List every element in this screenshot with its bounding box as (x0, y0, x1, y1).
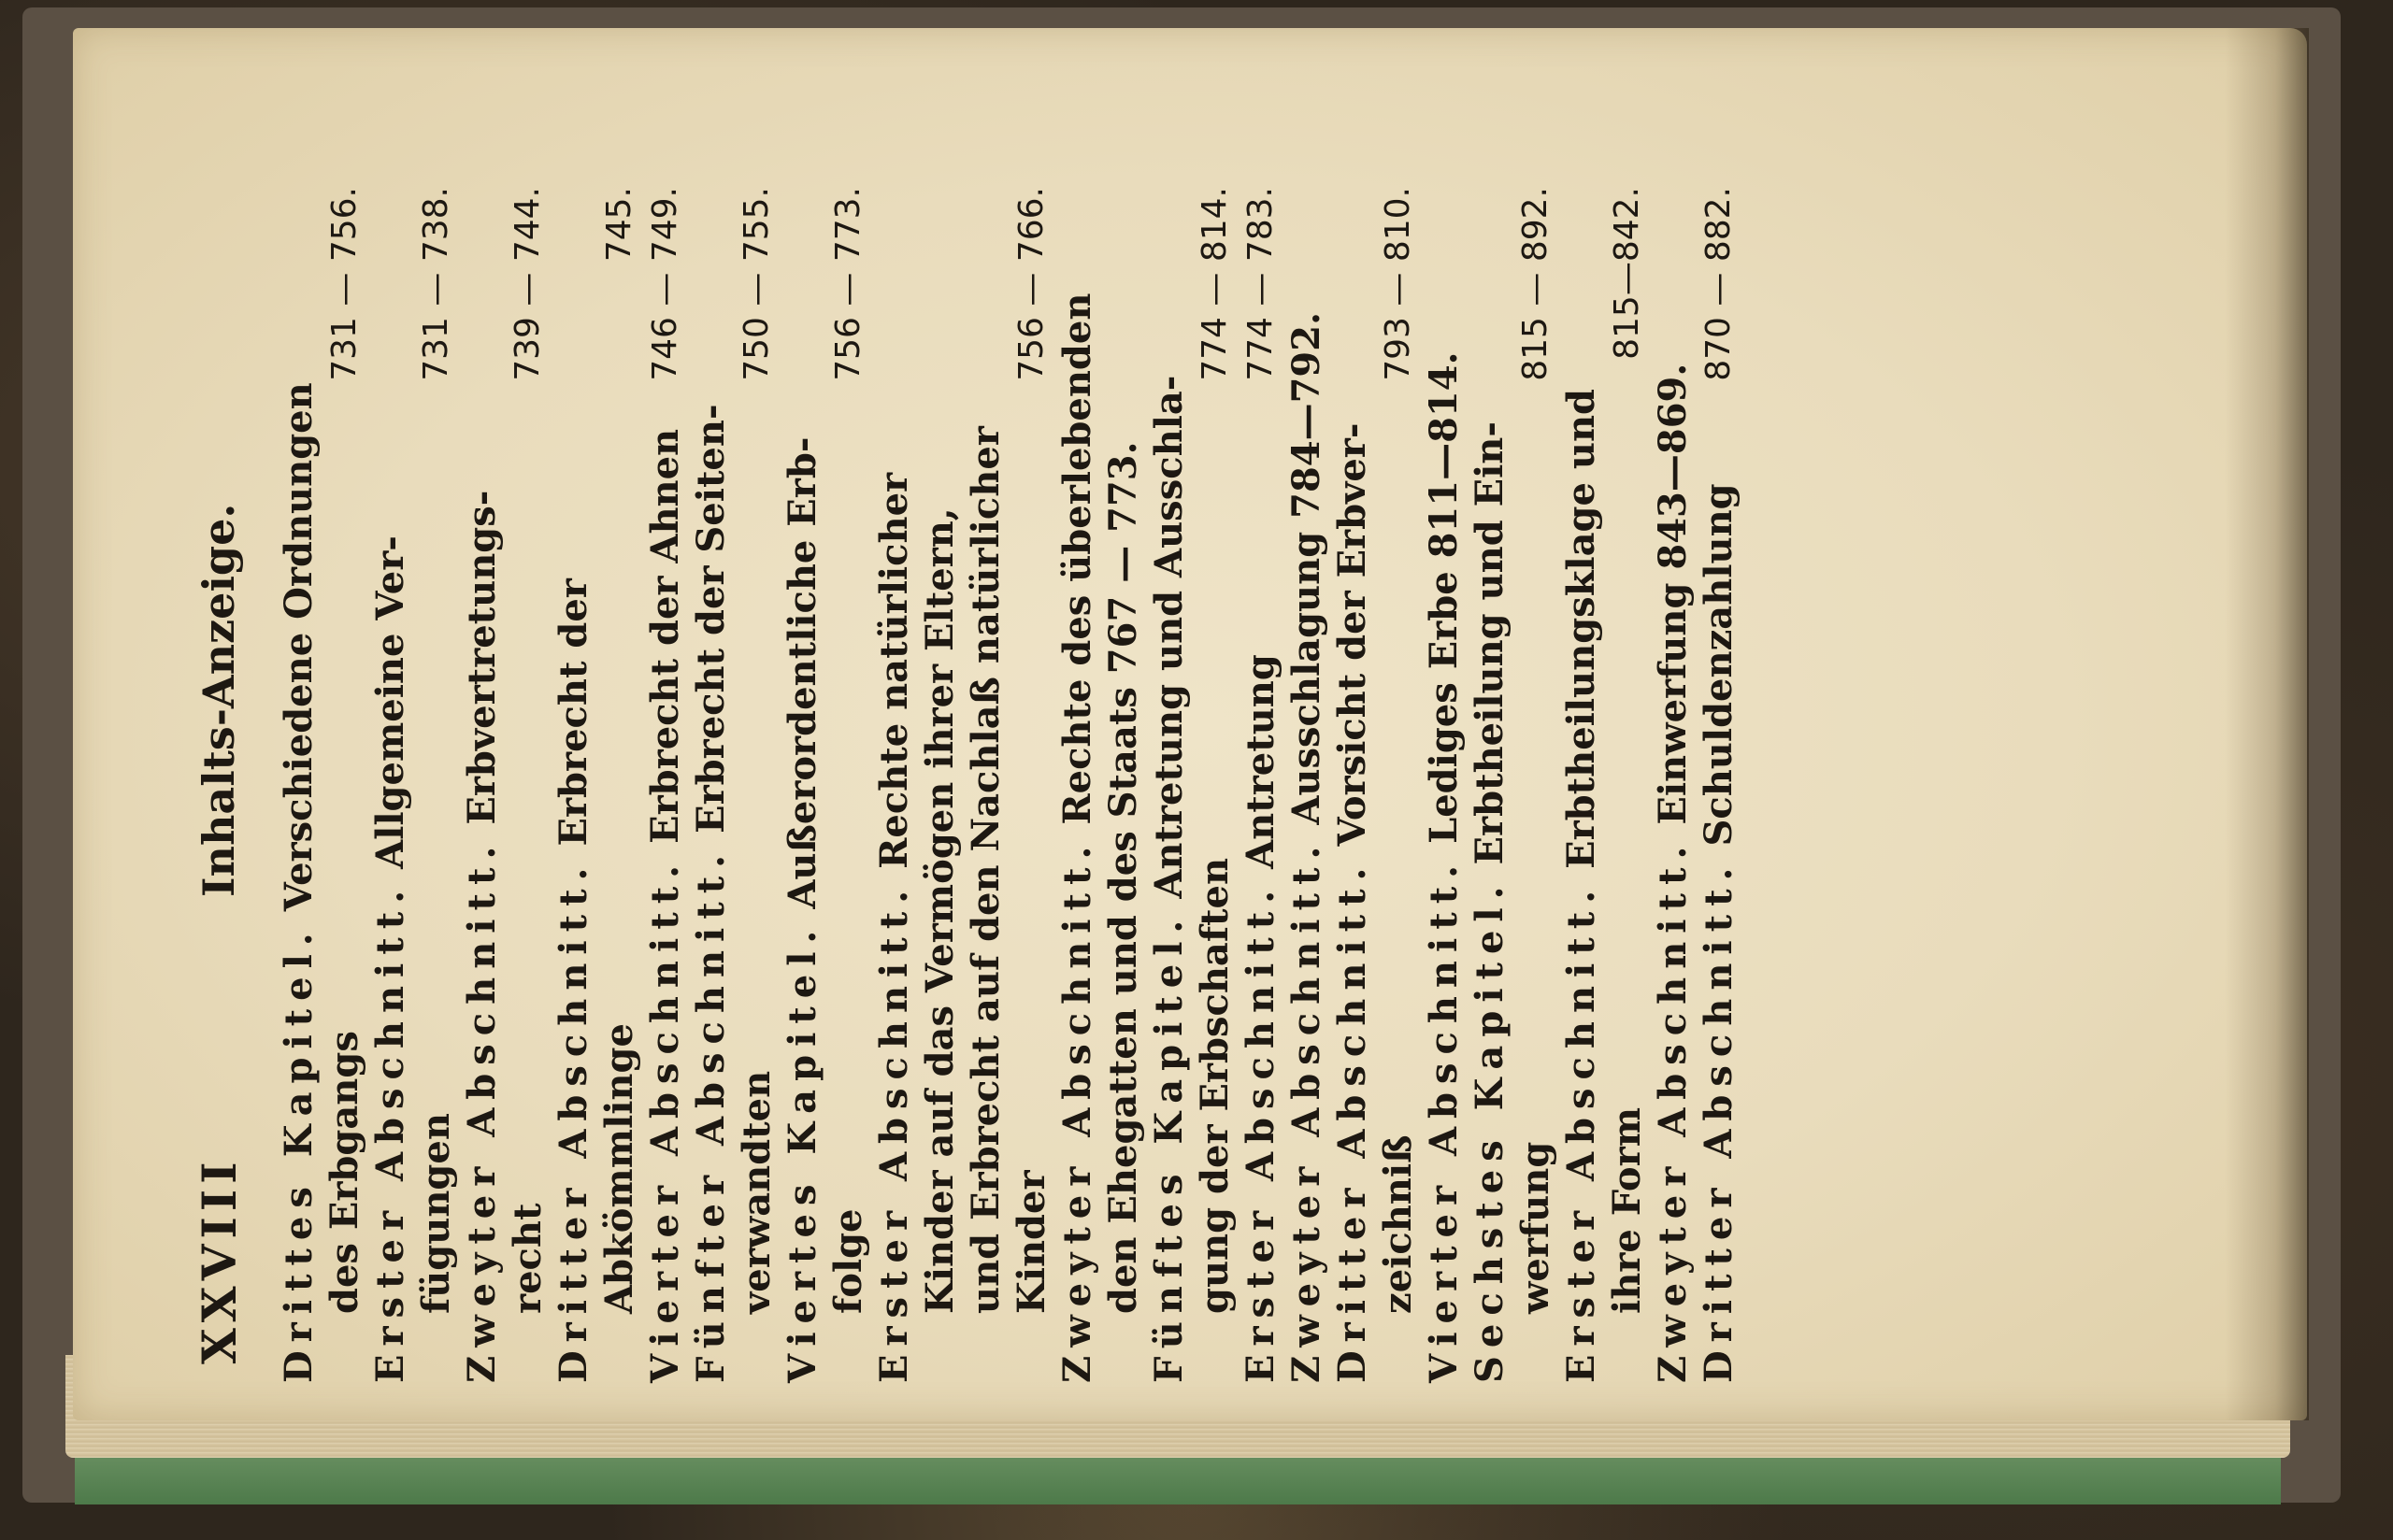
toc-entry (551, 187, 642, 1383)
toc-entry-line (1467, 187, 1512, 1383)
toc-entry-pages: 756 — 766. (1012, 187, 1051, 381)
toc-entry-line (551, 187, 596, 1383)
toc-entry-heading: Fünfter Abschnitt. (689, 846, 733, 1383)
page-title: Inhalts-Anzeige. (193, 503, 244, 897)
toc-entry-line (1558, 187, 1604, 1383)
toc-entry-heading: Zweyter Abschnitt. (1651, 837, 1695, 1383)
toc-entry-line (825, 187, 871, 1383)
toc-entry-pages: 870 — 882. (1699, 187, 1738, 381)
toc-entry-text: Erbtheilungsklage und (1559, 388, 1603, 869)
toc-entry-line (1512, 187, 1558, 1383)
toc-entry (1421, 187, 1467, 1383)
toc-entry-line (1375, 187, 1421, 1383)
toc-entry-line (963, 187, 1009, 1383)
toc-entry-pages: 746 — 749. (646, 187, 684, 381)
toc-entry-text: Kinder auf das Vermögen ihrer Eltern, (918, 507, 962, 1314)
toc-entry-text: ihre Form (1605, 1106, 1649, 1314)
toc-entry-text: Abkömmlinge (597, 1023, 641, 1314)
toc-entry-text: recht (506, 1203, 550, 1314)
rotated-text-block (182, 168, 1958, 1383)
toc-entry (276, 187, 367, 1383)
toc-entry-text: Ausschlagung 784—792. (1284, 311, 1328, 825)
toc-entry-line (459, 187, 505, 1383)
toc-entry-line (1696, 187, 1741, 1383)
toc-entry (1054, 187, 1146, 1383)
toc-entry-line (413, 187, 459, 1383)
toc-entry-text: Allgemeine Ver- (368, 535, 412, 869)
toc-entry (871, 187, 1054, 1383)
toc-entry-line (1283, 187, 1329, 1383)
toc-entry-heading: Erster Abschnitt. (1239, 881, 1282, 1383)
toc-entry-line (367, 187, 413, 1383)
toc-entry-line (1421, 187, 1467, 1383)
toc-entry-line (780, 187, 825, 1383)
toc-entry-line (734, 187, 780, 1383)
toc-entry-pages: 774 — 814. (1196, 187, 1234, 381)
toc-entry-line (871, 187, 917, 1383)
toc-entry-pages: 793 — 810. (1379, 187, 1417, 381)
toc-entry-line (1009, 187, 1054, 1383)
page-gutter-shadow (2225, 28, 2309, 1420)
toc-entry-heading: Erster Abschnitt. (368, 881, 412, 1383)
toc-entry-line (1054, 187, 1100, 1383)
toc-entry (1283, 187, 1329, 1383)
toc-entry-pages: 731 — 756. (325, 187, 364, 381)
toc-entry-text: verwandten (735, 1070, 779, 1314)
toc-entry (1238, 187, 1283, 1383)
toc-entry-line (1604, 187, 1650, 1383)
toc-entry-pages: 815—842. (1608, 187, 1646, 360)
toc-entry-line (596, 187, 642, 1383)
toc-entry-line (642, 187, 688, 1383)
toc-entry-line (1238, 187, 1283, 1383)
toc-entry-line (1329, 187, 1375, 1383)
toc-entry-heading: Zweyter Abschnitt. (1055, 837, 1099, 1383)
toc-entry-pages: 756 — 773. (829, 187, 867, 381)
toc-entry-text: Verschiedene Ordnungen (277, 382, 321, 912)
toc-entry-line (322, 187, 367, 1383)
toc-entry-text: Rechte des überlebenden (1055, 292, 1099, 825)
toc-entry-text: Erbvertretungs- (460, 490, 504, 825)
toc-entry-text: Schuldenzahlung (1697, 483, 1741, 847)
toc-entry-text: Erbtheilung und Ein- (1468, 421, 1512, 865)
toc-entry-heading: Fünftes Kapitel. (1147, 911, 1191, 1383)
toc-entry (1558, 187, 1650, 1383)
toc-entry-text: Einwerfung 843—869. (1651, 363, 1695, 825)
toc-entry-heading: Dritter Abschnitt. (552, 859, 595, 1383)
toc-entry-text: Erbrecht der (552, 578, 595, 847)
toc-entry (1696, 187, 1741, 1383)
toc-entry-heading: Erster Abschnitt. (1559, 881, 1603, 1383)
toc-entry (1146, 187, 1238, 1383)
toc-entry (688, 187, 780, 1383)
toc-entry-pages: 815 — 892. (1516, 187, 1555, 381)
toc-entry-text: gung der Erbschaften (1193, 857, 1237, 1314)
toc-entry (1467, 187, 1558, 1383)
table-of-contents (276, 187, 1741, 1383)
toc-entry-line (1100, 187, 1146, 1383)
toc-entry-line (1192, 187, 1238, 1383)
toc-entry-heading: Zweyter Abschnitt. (1284, 837, 1328, 1383)
toc-entry (1650, 187, 1696, 1383)
toc-entry-text: den Ehegatten und des Staats 767 — 773. (1101, 441, 1145, 1314)
toc-entry-text: Vorsicht der Erbver- (1330, 422, 1374, 847)
toc-entry-text: des Erbgangs (322, 1031, 366, 1314)
toc-entry-heading: Erster Abschnitt. (872, 881, 916, 1383)
toc-entry-text: Lediges Erbe 811—814. (1422, 351, 1466, 844)
toc-entry-pages: 774 — 783. (1241, 187, 1280, 381)
toc-entry (642, 187, 688, 1383)
toc-entry-heading: Zweyter Abschnitt. (460, 837, 504, 1383)
toc-entry-text: fügungen (414, 1113, 458, 1314)
toc-entry-heading: Viertes Kapitel. (781, 921, 824, 1383)
running-head (182, 168, 266, 1383)
toc-entry-text: Außerordentliche Erb- (781, 436, 824, 909)
toc-entry-heading: Drittes Kapitel. (277, 924, 321, 1383)
toc-entry-pages: 750 — 755. (738, 187, 776, 381)
toc-entry-pages: 739 — 744. (509, 187, 547, 381)
toc-entry-text: Antretung und Ausschla- (1147, 375, 1191, 899)
toc-entry-text: werfung (1513, 1141, 1557, 1314)
toc-entry-line (1146, 187, 1192, 1383)
toc-entry-heading: Dritter Abschnitt. (1697, 859, 1741, 1383)
toc-entry-text: und Erbrecht auf den Nachlaß natürlicher (964, 426, 1008, 1314)
toc-entry-line (1650, 187, 1696, 1383)
toc-entry-pages: 745. (600, 187, 638, 263)
toc-entry-line (917, 187, 963, 1383)
page-number: XXVIII (192, 1156, 247, 1364)
toc-entry (367, 187, 459, 1383)
toc-entry-text: Antretung (1239, 654, 1282, 869)
toc-entry-text: Erbrecht der Ahnen (643, 428, 687, 844)
toc-entry-pages: 731 — 738. (417, 187, 455, 381)
toc-entry-line (276, 187, 322, 1383)
toc-entry-heading: Vierter Abschnitt. (1422, 856, 1466, 1383)
toc-entry (780, 187, 871, 1383)
toc-entry-heading: Vierter Abschnitt. (643, 856, 687, 1383)
toc-entry-text: Kinder (1010, 1170, 1053, 1314)
toc-entry-line (688, 187, 734, 1383)
toc-entry-text: folge (826, 1208, 870, 1314)
toc-entry (459, 187, 551, 1383)
toc-entry-text: zeichniß (1376, 1134, 1420, 1314)
toc-entry-heading: Sechstes Kapitel. (1468, 877, 1512, 1383)
toc-entry-text: Erbrecht der Seiten- (689, 404, 733, 834)
toc-entry-heading: Dritter Abschnitt. (1330, 859, 1374, 1383)
toc-entry-line (505, 187, 551, 1383)
toc-entry-text: Rechte natürlicher (872, 472, 916, 869)
toc-entry (1329, 187, 1421, 1383)
